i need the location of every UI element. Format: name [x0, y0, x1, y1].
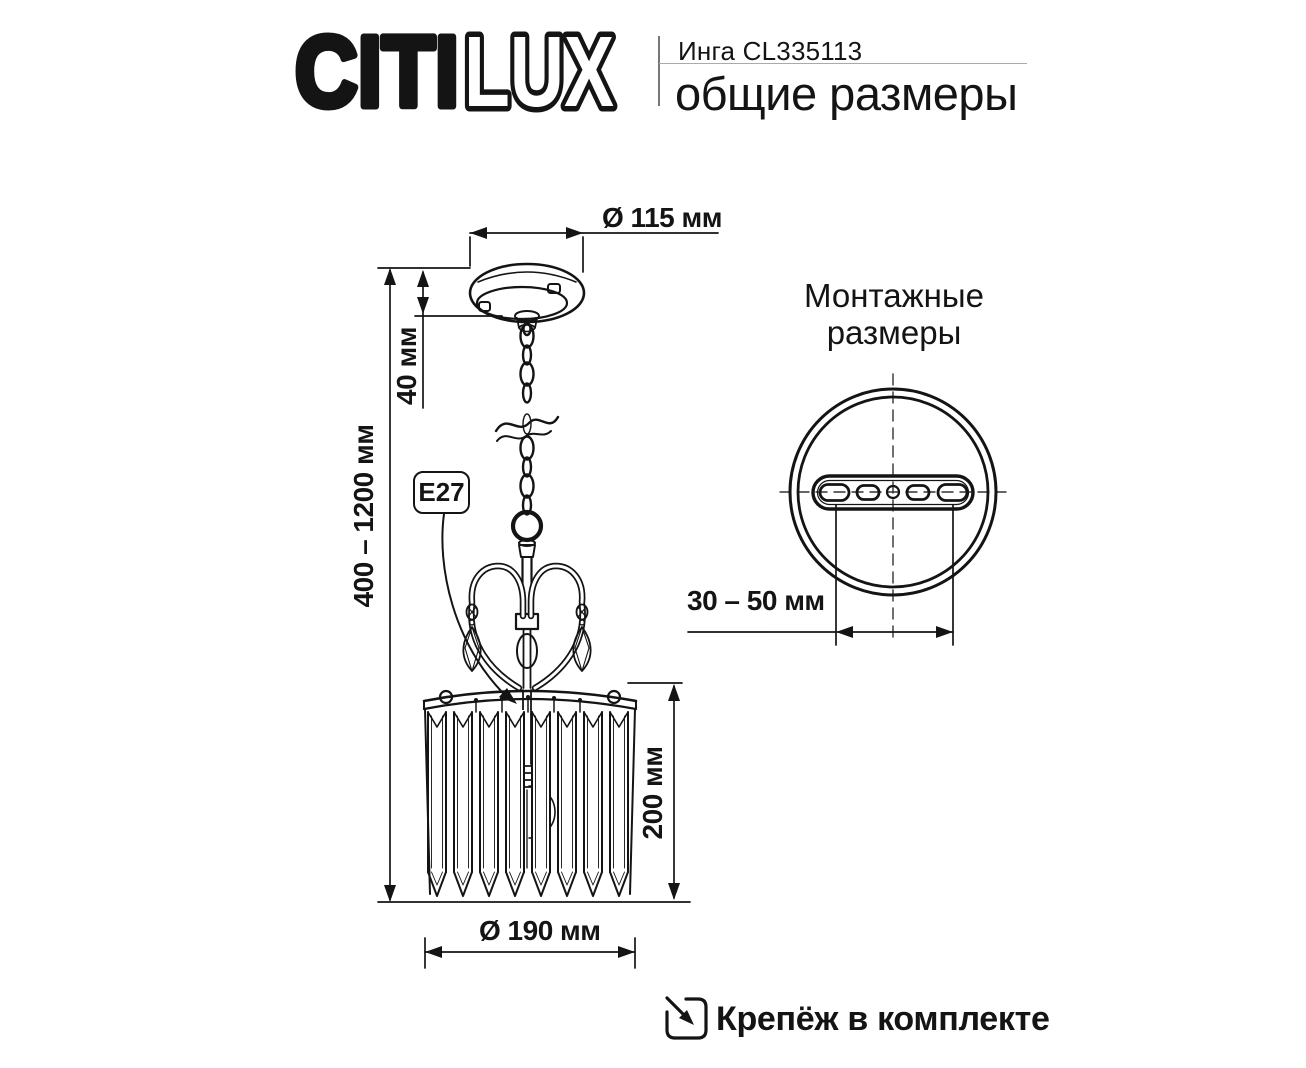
mounting-title-line1: Монтажные	[804, 277, 984, 314]
shade-prisms	[425, 709, 635, 898]
dim-label-suspension-height: 400 – 1200 мм	[348, 424, 379, 608]
shade-side-right	[630, 709, 635, 894]
dim-label-canopy-diameter: Ø 115 мм	[602, 202, 722, 233]
product-title: Инга CL335113	[678, 36, 863, 66]
scroll-arms	[463, 566, 590, 688]
chain	[496, 323, 558, 515]
chain-break-mark	[496, 417, 558, 431]
socket-type-badge	[413, 471, 470, 514]
shade-rim	[424, 691, 636, 712]
dim-label-canopy-height: 40 мм	[391, 327, 422, 405]
rim-hooks	[474, 695, 582, 712]
canopy	[470, 264, 584, 332]
dim-label-shade-height: 200 мм	[637, 746, 668, 840]
header-divider	[658, 36, 660, 106]
socket-type-label: E27	[418, 477, 465, 507]
fasteners-included-note: Крепёж в комплекте	[716, 1000, 1050, 1038]
dim-label-bracket-slots: 30 – 50 мм	[687, 585, 825, 616]
page-subtitle: общие размеры	[675, 67, 1018, 120]
mounting-title-line2: размеры	[826, 314, 962, 351]
dim-label-shade-diameter: Ø 190 мм	[479, 915, 601, 946]
logo-lux-text: LUX	[464, 16, 614, 128]
dim-bracket-slots	[688, 505, 953, 645]
citilux-logo	[295, 16, 614, 128]
mounting-section-title	[765, 277, 1023, 351]
fasteners-included-icon	[667, 998, 706, 1038]
suspension-ring	[513, 512, 541, 557]
logo-citi-text: CITI	[295, 16, 459, 128]
